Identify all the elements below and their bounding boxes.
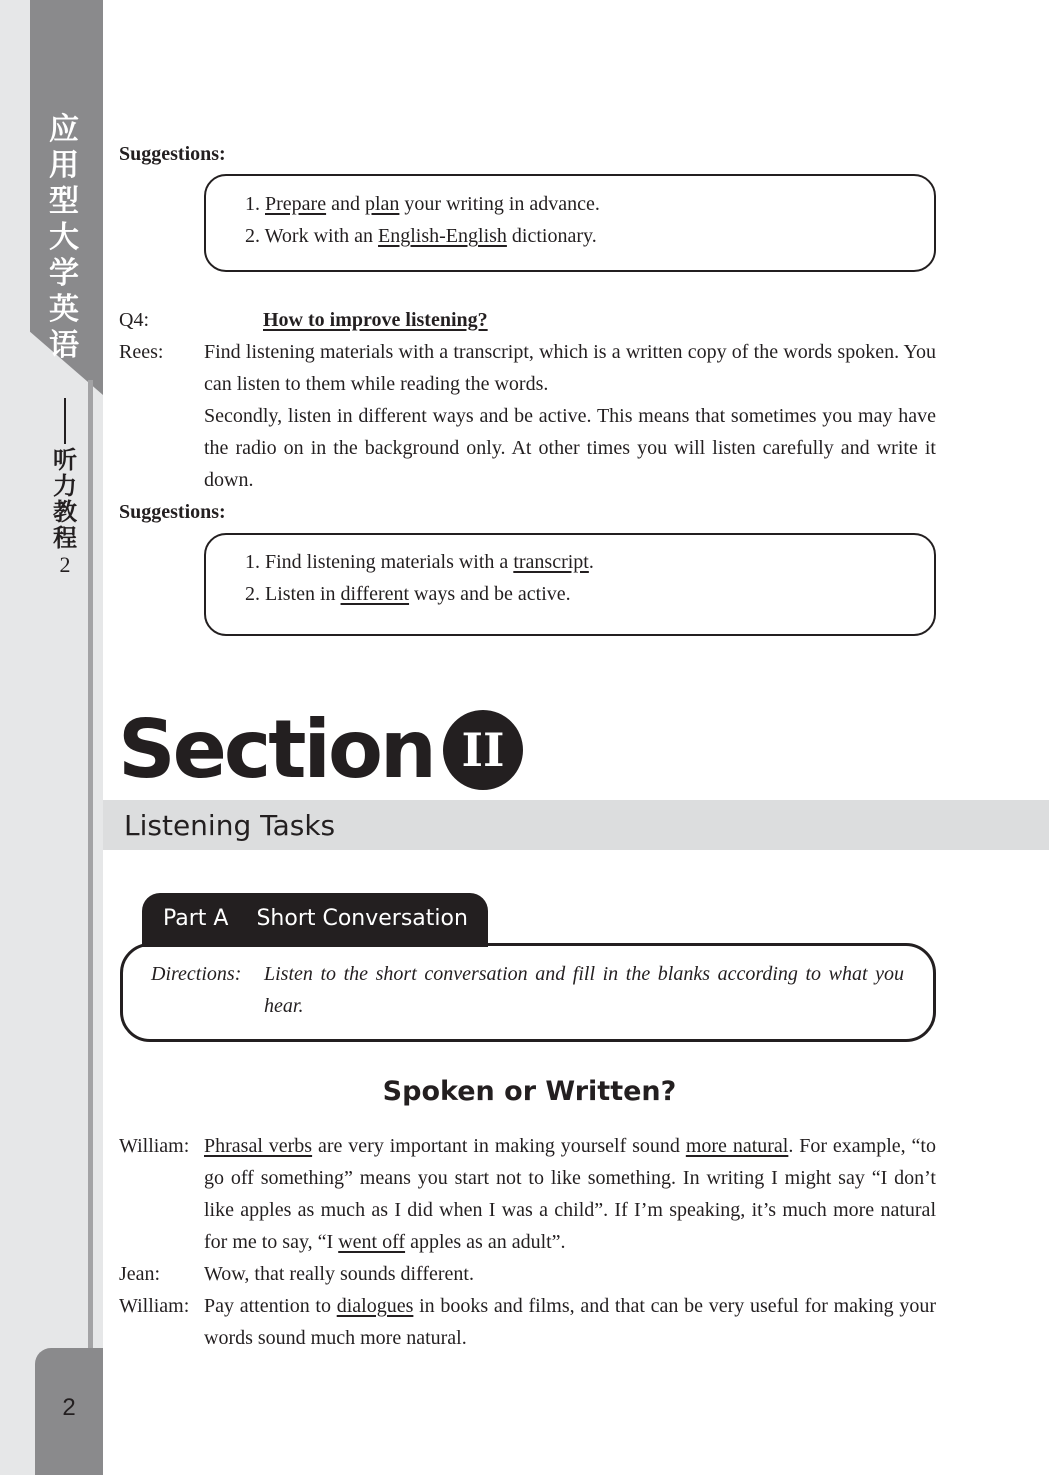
subtitle-char: 力 bbox=[53, 474, 77, 500]
text-run: are very important in making yourself sound bbox=[312, 1135, 686, 1157]
book-title-char: 语 bbox=[49, 329, 79, 362]
text-run: . bbox=[588, 551, 594, 573]
speaker-label: Rees: bbox=[119, 341, 164, 363]
text-run: Find listening materials with a bbox=[265, 551, 514, 573]
book-subtitle-vertical bbox=[48, 448, 82, 578]
subtitle-char: 听 bbox=[53, 448, 77, 474]
underlined-phrase: different bbox=[340, 583, 410, 605]
speaker-label: William: bbox=[119, 1295, 190, 1317]
book-title-vertical bbox=[44, 112, 84, 364]
text-run: Pay attention to bbox=[204, 1295, 337, 1317]
text-run: in books and films, and that can be very useful for making your words sound much more natural. bbox=[204, 1295, 936, 1349]
conversation-title: Spoken or Written? bbox=[382, 1076, 677, 1107]
suggestion-item bbox=[245, 578, 571, 610]
text-run: Listen in bbox=[265, 583, 341, 605]
text-run: dictionary. bbox=[506, 225, 597, 247]
directions-text: Listen to the short conversation and fill in the blanks according to what you hear. bbox=[264, 963, 904, 1017]
suggestion-text bbox=[265, 193, 600, 215]
suggestion-item bbox=[245, 546, 594, 578]
section-number-badge: II bbox=[443, 710, 523, 790]
subtitle-char: 教 bbox=[53, 500, 77, 526]
underlined-phrase: English-English bbox=[378, 225, 507, 247]
underlined-phrase: Prepare bbox=[265, 193, 327, 215]
speaker-label: Jean: bbox=[119, 1263, 161, 1285]
question-label: Q4: bbox=[119, 309, 149, 331]
part-tab-label: Part A Short Conversation bbox=[163, 906, 468, 931]
speaker-label: William: bbox=[119, 1135, 190, 1157]
suggestion-text bbox=[265, 225, 597, 247]
dialogue-line bbox=[204, 1290, 936, 1354]
dialogue-line bbox=[204, 1258, 936, 1290]
suggestion-item bbox=[245, 220, 597, 252]
text-run: Wow, that really sounds different. bbox=[204, 1263, 474, 1285]
sidebar-rule bbox=[88, 380, 93, 1348]
subtitle-char: 程 bbox=[53, 526, 77, 552]
volume-number: 2 bbox=[59, 552, 71, 577]
suggestions-heading: Suggestions: bbox=[119, 501, 226, 523]
book-title-char: 型 bbox=[49, 185, 79, 218]
page-number: 2 bbox=[62, 1394, 76, 1421]
underlined-phrase: dialogues bbox=[336, 1295, 414, 1317]
suggestion-text bbox=[265, 551, 594, 573]
underlined-phrase: Phrasal verbs bbox=[204, 1135, 313, 1157]
underlined-phrase: went off bbox=[338, 1231, 406, 1253]
question-text: How to improve listening? bbox=[263, 309, 488, 331]
book-title-char: 大 bbox=[49, 221, 79, 254]
section-title: Section bbox=[118, 703, 434, 796]
underlined-phrase: transcript bbox=[513, 551, 589, 573]
suggestion-text bbox=[265, 583, 571, 605]
suggestion-num: 1. bbox=[245, 193, 260, 215]
text-run: ways and be active. bbox=[409, 583, 571, 605]
suggestion-num: 2. bbox=[245, 225, 260, 247]
section-subtitle: Listening Tasks bbox=[124, 809, 336, 842]
subtitle-dash bbox=[64, 398, 66, 444]
answer-paragraph: Secondly, listen in different ways and be active. This means that sometimes you may have the radio on in the background only. At other times you will listen carefully and write it down. bbox=[204, 405, 936, 491]
text-run: apples as an adult”. bbox=[405, 1231, 566, 1253]
underlined-phrase: plan bbox=[364, 193, 400, 215]
text-run: . For example, “to go off something” means you start not to like something. In writing I might say “I don’t like apples as much as I did when I was a child”. If I’m speaking, it’s much more natural for me to say, “I bbox=[204, 1135, 936, 1253]
dialogue-line bbox=[204, 1130, 936, 1258]
book-title-char: 学 bbox=[49, 257, 79, 290]
underlined-phrase: more natural bbox=[685, 1135, 789, 1157]
answer-paragraph: Find listening materials with a transcript, which is a written copy of the words spoken. You can listen to them while reading the words. bbox=[204, 341, 936, 395]
book-title-char: 英 bbox=[49, 293, 79, 326]
suggestions-heading: Suggestions: bbox=[119, 143, 226, 165]
directions-label: Directions: bbox=[151, 963, 242, 985]
book-title-char: 用 bbox=[49, 149, 79, 182]
suggestion-num: 2. bbox=[245, 583, 260, 605]
text-run: your writing in advance. bbox=[399, 193, 600, 215]
text-run: and bbox=[326, 193, 365, 215]
text-run: Work with an bbox=[264, 225, 379, 247]
book-title-char: 应 bbox=[49, 113, 79, 146]
suggestion-item bbox=[245, 188, 600, 220]
suggestion-num: 1. bbox=[245, 551, 260, 573]
